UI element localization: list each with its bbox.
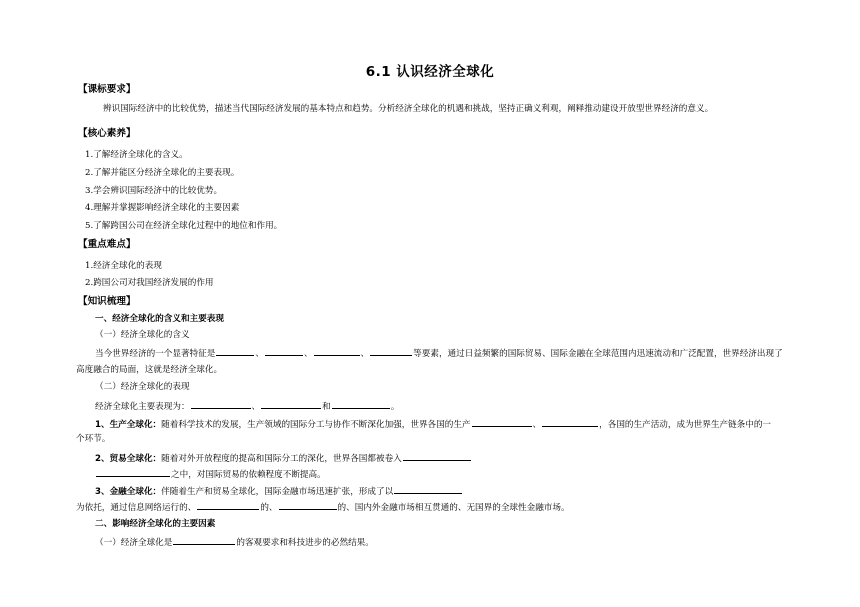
- hexin-item-5: 5.了解跨国公司在经济全球化过程中的地位和作用。: [85, 221, 283, 231]
- fill-blank[interactable]: [216, 347, 254, 356]
- hexin-item-2: 2.了解并能区分经济全球化的主要表现。: [85, 168, 240, 178]
- zhongdian-item-2: 2.跨国公司对我国经济发展的作用: [85, 278, 214, 288]
- paragraph-jinrong-cont: 为依托，通过信息网络运行的、 的、 的、国内外金融市场相互贯通的、无国界的全球性金融市场。: [76, 503, 570, 513]
- hexin-item-1: 1.了解经济全球化的含义。: [85, 150, 188, 160]
- kebiao-text: 辨识国际经济中的比较优势，描述当代国际经济发展的基本特点和趋势。分析经济全球化的机遇和挑战，坚持正确义利观，阐释推动建设开放型世界经济的意义。: [103, 104, 714, 114]
- fill-blank[interactable]: [173, 536, 235, 545]
- fill-blank[interactable]: [261, 400, 321, 409]
- fill-blank[interactable]: [332, 400, 390, 409]
- fill-blank[interactable]: [197, 501, 259, 510]
- part1-title: 一、经济全球化的含义和主要表现: [95, 314, 224, 324]
- fill-blank[interactable]: [542, 418, 598, 427]
- fill-blank[interactable]: [96, 468, 170, 477]
- fill-blank[interactable]: [279, 501, 337, 510]
- fill-blank[interactable]: [191, 400, 251, 409]
- paragraph-biaoxian: 经济全球化主要表现为： 、 和 。: [95, 402, 400, 412]
- heading-kebiao: 【课标要求】: [78, 84, 136, 95]
- hexin-item-3: 3.学会辨识国际经济中的比较优势。: [85, 186, 223, 196]
- sub2-heading: （二）经济全球化的表现: [95, 382, 190, 392]
- fill-blank[interactable]: [314, 347, 360, 356]
- paragraph-yinsu: （一）经济全球化是 的客观要求和科技进步的必然结果。: [95, 538, 374, 548]
- hexin-item-4: 4.理解并掌握影响经济全球化的主要因素: [85, 203, 240, 213]
- page-title: 6.1 认识经济全球化: [365, 64, 495, 80]
- heading-hexin: 【核心素养】: [78, 128, 136, 139]
- paragraph-maoyi-cont: 之中，对国际贸易的依赖程度不断提高。: [95, 468, 326, 481]
- paragraph-jinrong: 3、金融全球化：伴随着生产和贸易全球化，国际金融市场迅速扩张，形成了以: [95, 485, 463, 498]
- heading-zhongdian: 【重点难点】: [78, 239, 136, 250]
- paragraph-shengchan-cont: 个环节。: [76, 434, 111, 444]
- paragraph-maoyi: 2、贸易全球化：随着对外开放程度的提高和国际分工的深化，世界各国都被卷入: [95, 452, 472, 465]
- paragraph-shengchan: 1、生产全球化：随着科学技术的发展，生产领域的国际分工与协作不断深化加强，世界各国的生产 、 ，各国的生产活动，成为世界生产链条中的一: [95, 420, 772, 430]
- paragraph-hanyi-cont: 高度融合的局面，这就是经济全球化。: [76, 365, 223, 375]
- fill-blank[interactable]: [265, 347, 303, 356]
- paragraph-hanyi: 当今世界经济的一个显著特征是 、 、 、 等要素，通过日益频繁的国际贸易、国际金融在全球范围内迅速流动和广泛配置，世界经济出现了: [95, 349, 783, 359]
- fill-blank[interactable]: [394, 485, 462, 494]
- heading-zhishi: 【知识梳理】: [78, 296, 136, 307]
- part2-title: 二、影响经济全球化的主要因素: [95, 519, 216, 529]
- sub1-heading: （一）经济全球化的含义: [95, 330, 190, 340]
- zhongdian-item-1: 1.经济全球化的表现: [85, 261, 162, 271]
- fill-blank[interactable]: [403, 452, 471, 461]
- fill-blank[interactable]: [370, 347, 412, 356]
- fill-blank[interactable]: [472, 418, 532, 427]
